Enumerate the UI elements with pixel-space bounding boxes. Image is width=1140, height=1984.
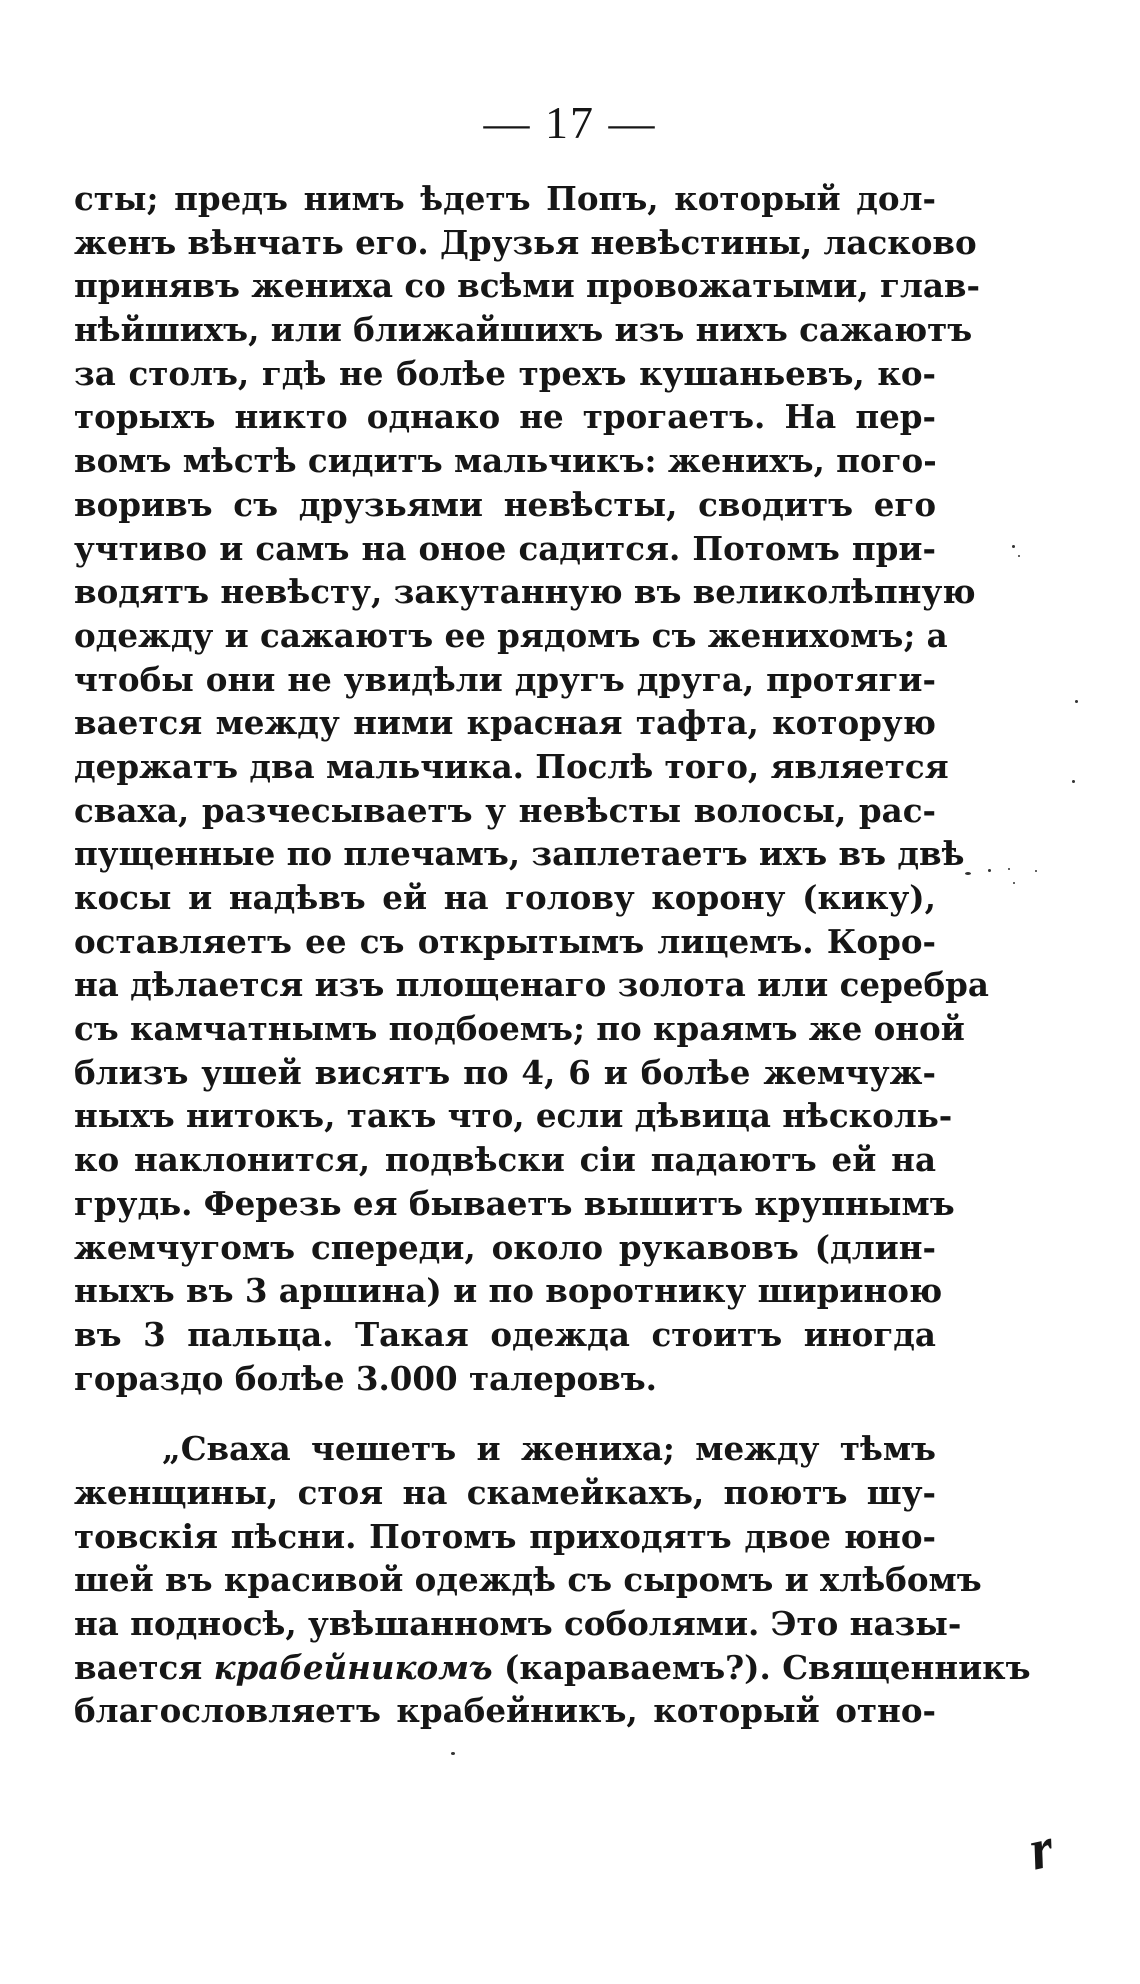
text-line: учтиво и самъ на оное садится. Потомъ при- [74, 528, 936, 568]
text-line: гораздо болѣе 3.000 талеровъ. [74, 1358, 657, 1398]
text-line: съ камчатнымъ подбоемъ; по краямъ же оной [74, 1009, 965, 1049]
text-line: за столъ, гдѣ не болѣе трехъ кушаньевъ, ко- [74, 353, 936, 393]
text-line: держатъ два мальчика. Послѣ того, является [74, 746, 949, 786]
page-number: — 17 — [483, 97, 657, 148]
text-line: женъ вѣнчать его. Друзья невѣстины, ласково [74, 222, 977, 262]
ink-mark-icon: r [1023, 1814, 1060, 1883]
text-line: пущенные по плечамъ, заплетаетъ ихъ въ двѣ [74, 834, 965, 874]
text-line: вается между ними красная тафта, которую [74, 703, 936, 743]
text-line-with-italic [74, 1646, 1031, 1690]
scan-speck [1008, 868, 1010, 870]
text-line: ныхъ въ 3 аршина) и по воротнику шириною [74, 1271, 943, 1311]
text-line: благословляетъ крабейникъ, который отно- [74, 1691, 936, 1731]
scan-speck [1072, 780, 1075, 783]
scan-speck [1035, 870, 1037, 872]
text-line: воривъ съ друзьями невѣсты, сводитъ его [74, 484, 936, 524]
text-line: женщины, стоя на скамейкахъ, поютъ шу- [74, 1472, 936, 1512]
scan-speck [1012, 545, 1015, 548]
text-line: одежду и сажаютъ ее рядомъ съ женихомъ; а [74, 615, 948, 655]
scan-speck [451, 1752, 455, 1755]
text-line: на дѣлается изъ площенаго золота или серебра [74, 965, 989, 1005]
text-line: принявъ жениха со всѣми провожатыми, глав- [74, 266, 981, 306]
paragraph-2 [74, 1427, 1031, 1733]
text-line: чтобы они не увидѣли другъ друга, протяги- [74, 659, 936, 699]
text-line: сваха, разчесываетъ у невѣсты волосы, рас- [74, 790, 936, 830]
line-text: вается [74, 1647, 214, 1687]
scan-speck [1018, 555, 1020, 557]
text-line: ко наклонится, подвѣски сіи падаютъ ей на [74, 1140, 936, 1180]
scan-speck [1013, 882, 1015, 884]
italic-term: крабейникомъ [213, 1647, 493, 1687]
body-text [74, 177, 1031, 1733]
text-line: оставляетъ ее съ открытымъ лицемъ. Коро- [74, 921, 936, 961]
scan-speck [988, 869, 991, 872]
text-line: нѣйшихъ, или ближайшихъ изъ нихъ сажаютъ [74, 310, 973, 350]
text-line: „Сваха чешетъ и жениха; между тѣмъ [162, 1429, 936, 1469]
text-line: косы и надѣвъ ей на голову корону (кику), [74, 878, 936, 917]
text-line: сты; предъ нимъ ѣдетъ Попъ, который дол- [74, 179, 936, 218]
scan-speck [965, 872, 971, 875]
text-line: ныхъ нитокъ, такъ что, если дѣвица нѣсколь- [74, 1096, 953, 1136]
text-line: близъ ушей висятъ по 4, 6 и болѣе жемчуж- [74, 1052, 936, 1092]
text-line: товскія пѣсни. Потомъ приходятъ двое юно- [74, 1516, 936, 1556]
text-line: на подносѣ, увѣшанномъ соболями. Это назы- [74, 1604, 962, 1643]
paragraph-gap [74, 1400, 936, 1427]
text-line: грудь. Ферезь ея бываетъ вышитъ крупнымъ [74, 1183, 955, 1223]
text-line: торыхъ никто однако не трогаетъ. На пер- [74, 397, 936, 437]
scan-speck [1075, 700, 1078, 703]
text-line: шей въ красивой одеждѣ съ сыромъ и хлѣбомъ [74, 1560, 982, 1600]
line-text: (караваемъ?). Священникъ [492, 1647, 1031, 1687]
text-line: водятъ невѣсту, закутанную въ великолѣпную [74, 572, 976, 612]
paragraph-1 [74, 177, 989, 1400]
text-line: вомъ мѣстѣ сидитъ мальчикъ: женихъ, пого- [74, 441, 937, 481]
text-line: въ 3 пальца. Такая одежда стоитъ иногда [74, 1314, 936, 1354]
text-line: жемчугомъ спереди, около рукавовъ (длин- [74, 1227, 936, 1267]
